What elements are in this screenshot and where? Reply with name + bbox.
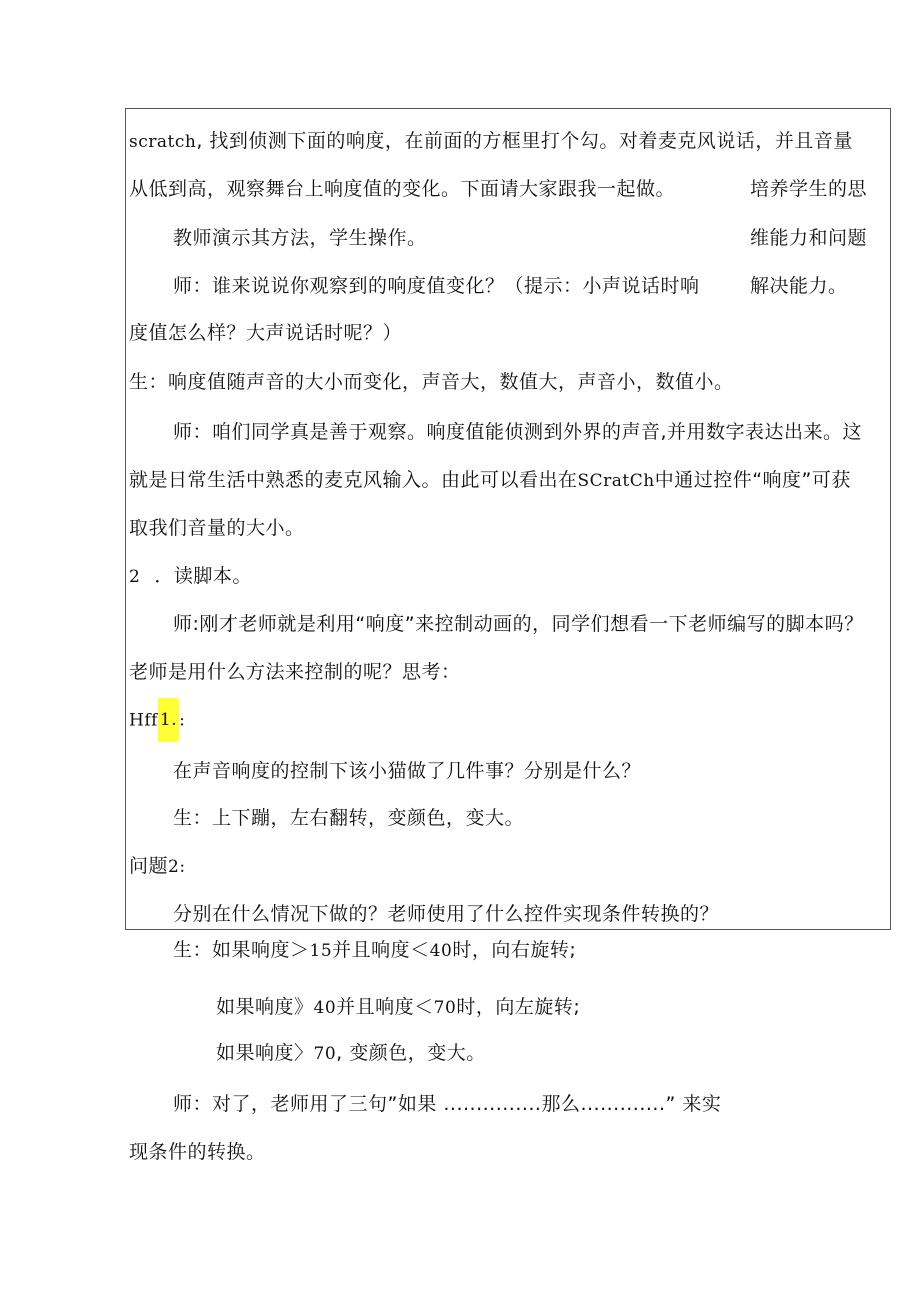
below-line-5: 现条件的转换。 <box>129 1141 266 1163</box>
text-line-17: 分别在什么情况下做的？老师使用了什么控件实现条件转换的？ <box>173 903 720 925</box>
text-line-10: 2 ．读脚本。 <box>129 565 252 587</box>
side-note-1: 培养学生的思 <box>750 178 868 200</box>
below-line-2: 如果响度》40并且响度＜70时，向左旋转; <box>216 996 581 1018</box>
side-note-2: 维能力和问题 <box>750 227 868 249</box>
text-line-9: 取我们音量的大小。 <box>129 517 305 539</box>
text-line-7: 师：咱们同学真是善于观察。响度值能侦测到外界的声音,并用数字表达出来。这 <box>173 421 863 443</box>
text-line-11: 师:刚才老师就是利用“响度”来控制动画的，同学们想看一下老师编写的脚本吗？ <box>173 613 864 635</box>
code-scratch: scratch <box>129 132 197 152</box>
below-line-1: 生：如果响度＞15并且响度＜40时，向右旋转; <box>173 939 577 961</box>
below-line-4: 师：对了，老师用了三句”如果 ...............那么.............” 来实 <box>173 1093 722 1115</box>
text-line-8: 就是日常生活中熟悉的麦克风输入。由此可以看出在SCratCh中通过控件“响度”可获 <box>129 469 851 491</box>
code-scratch-2: SCratCh <box>577 471 655 491</box>
text-line-14: 在声音响度的控制下该小猫做了几件事？分别是什么？ <box>173 760 642 782</box>
text-line-4: 师：谁来说说你观察到的响度值变化？（提示：小声说话时响 <box>173 275 700 297</box>
highlight-mark: 1. <box>158 698 179 742</box>
text-line-16: 问题2: <box>129 855 186 877</box>
text-line-3: 教师演示其方法，学生操作。 <box>173 227 427 249</box>
side-note-3: 解决能力。 <box>750 275 848 297</box>
text-line-6: 生：响度值随声音的大小而变化，声音大，数值大，声音小，数值小。 <box>129 371 734 393</box>
text-line-1: scratch, 找到侦测下面的响度，在前面的方框里打个勾。对着麦克风说话，并且音量 <box>129 130 853 152</box>
text-line-12: 老师是用什么方法来控制的呢？思考： <box>129 661 461 683</box>
text-line-5: 度值怎么样？大声说话时呢？） <box>129 322 403 344</box>
text-line-2: 从低到高，观察舞台上响度值的变化。下面请大家跟我一起做。 <box>129 178 676 200</box>
text-line-13: Hff 1. : <box>129 698 185 742</box>
below-line-3: 如果响度〉70, 变颜色，变大。 <box>216 1042 486 1064</box>
text-line-15: 生：上下蹦，左右翻转，变颜色，变大。 <box>173 807 525 829</box>
